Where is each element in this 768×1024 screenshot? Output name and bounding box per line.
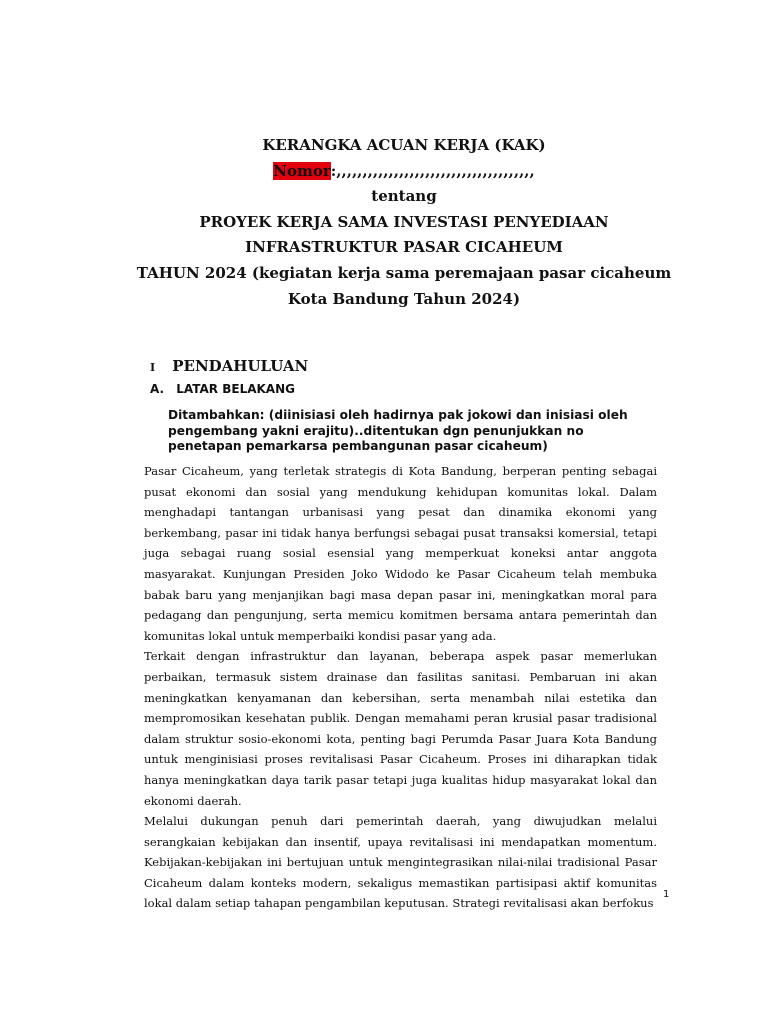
paragraph: Melalui dukungan penuh dari pemerintah daerah, yang diwujudkan melalui serangkaian kebijakan dan insentif, upaya revitalisasi ini mendapatkan momentum. Kebijakan-kebijakan ini bertujuan untuk mengintegrasikan nilai-nilai tradisional Pasar Cicaheum dalam konteks modern, sekaligus memastikan partisipasi aktif komunitas lokal dalam setiap tahapan pengambilan keputusan. Strategi revitalisasi akan berfokus bbox=[144, 814, 657, 911]
document-number-value: :,,,,,,,,,,,,,,,,,,,,,,,,,,,,,,,,,,,,,, bbox=[330, 161, 535, 180]
document-about: tentang bbox=[371, 187, 437, 206]
body-text bbox=[144, 461, 657, 914]
document-title: KERANGKA ACUAN KERJA (KAK) bbox=[262, 136, 546, 154]
document-title-block bbox=[0, 133, 768, 312]
project-title-line-3: TAHUN 2024 (kegiatan kerja sama peremajaan pasar cicaheum bbox=[136, 263, 672, 282]
project-title-line-2: INFRASTRUKTUR PASAR CICAHEUM bbox=[245, 238, 563, 257]
paragraph: Pasar Cicaheum, yang terletak strategis di Kota Bandung, berperan penting sebagai pusat ekonomi dan sosial yang mendukung kehidupan komunitas lokal. Dalam menghadapi tantangan urbanisasi yang pesat dan dinamika ekonomi yang berkembang, pasar ini tidak hanya berfungsi sebagai pusat transaksi komersial, tetapi juga sebagai ruang sosial esensial yang memperkuat koneksi antar anggota masyarakat. Kunjungan Presiden Joko Widodo ke Pasar Cicaheum telah membuka babak baru yang menjanjikan bagi masa depan pasar ini, meningkatkan moral para pedagang dan pengunjung, serta memicu komitmen bersama antara pemerintah dan komunitas lokal untuk memperbaiki kondisi pasar yang ada. bbox=[144, 464, 657, 643]
document-number-label: Nomor bbox=[273, 161, 331, 180]
section-title: PENDAHULUAN bbox=[172, 357, 309, 375]
section-number: I bbox=[150, 361, 156, 374]
project-title-line-4: Kota Bandung Tahun 2024) bbox=[287, 289, 521, 308]
subsection-title: LATAR BELAKANG bbox=[176, 382, 295, 396]
section-heading bbox=[150, 357, 308, 375]
subsection-letter: A. bbox=[150, 382, 165, 396]
editor-note: Ditambahkan: (diinisiasi oleh hadirnya pak jokowi dan inisiasi oleh pengembang yakni erajitu)..ditentukan dgn penunjukkan no penetapan pemarkarsa pembangunan pasar cicaheum) bbox=[168, 408, 628, 453]
subsection-heading bbox=[150, 382, 295, 396]
project-title-line-1: PROYEK KERJA SAMA INVESTASI PENYEDIAAN bbox=[199, 212, 609, 231]
page-number: 1 bbox=[663, 889, 670, 900]
paragraph: Terkait dengan infrastruktur dan layanan, beberapa aspek pasar memerlukan perbaikan, termasuk sistem drainase dan fasilitas sanitasi. Pembaruan ini akan meningkatkan kenyamanan dan kebersihan, serta menambah nilai estetika dan mempromosikan kesehatan publik. Dengan memahami peran krusial pasar tradisional dalam struktur sosio-ekonomi kota, penting bagi Perumda Pasar Juara Kota Bandung untuk menginisiasi proses revitalisasi Pasar Cicaheum. Proses ini diharapkan tidak hanya meningkatkan daya tarik pasar tetapi juga kualitas hidup masyarakat lokal dan ekonomi daerah. bbox=[144, 649, 657, 808]
document-number-line bbox=[0, 159, 768, 185]
